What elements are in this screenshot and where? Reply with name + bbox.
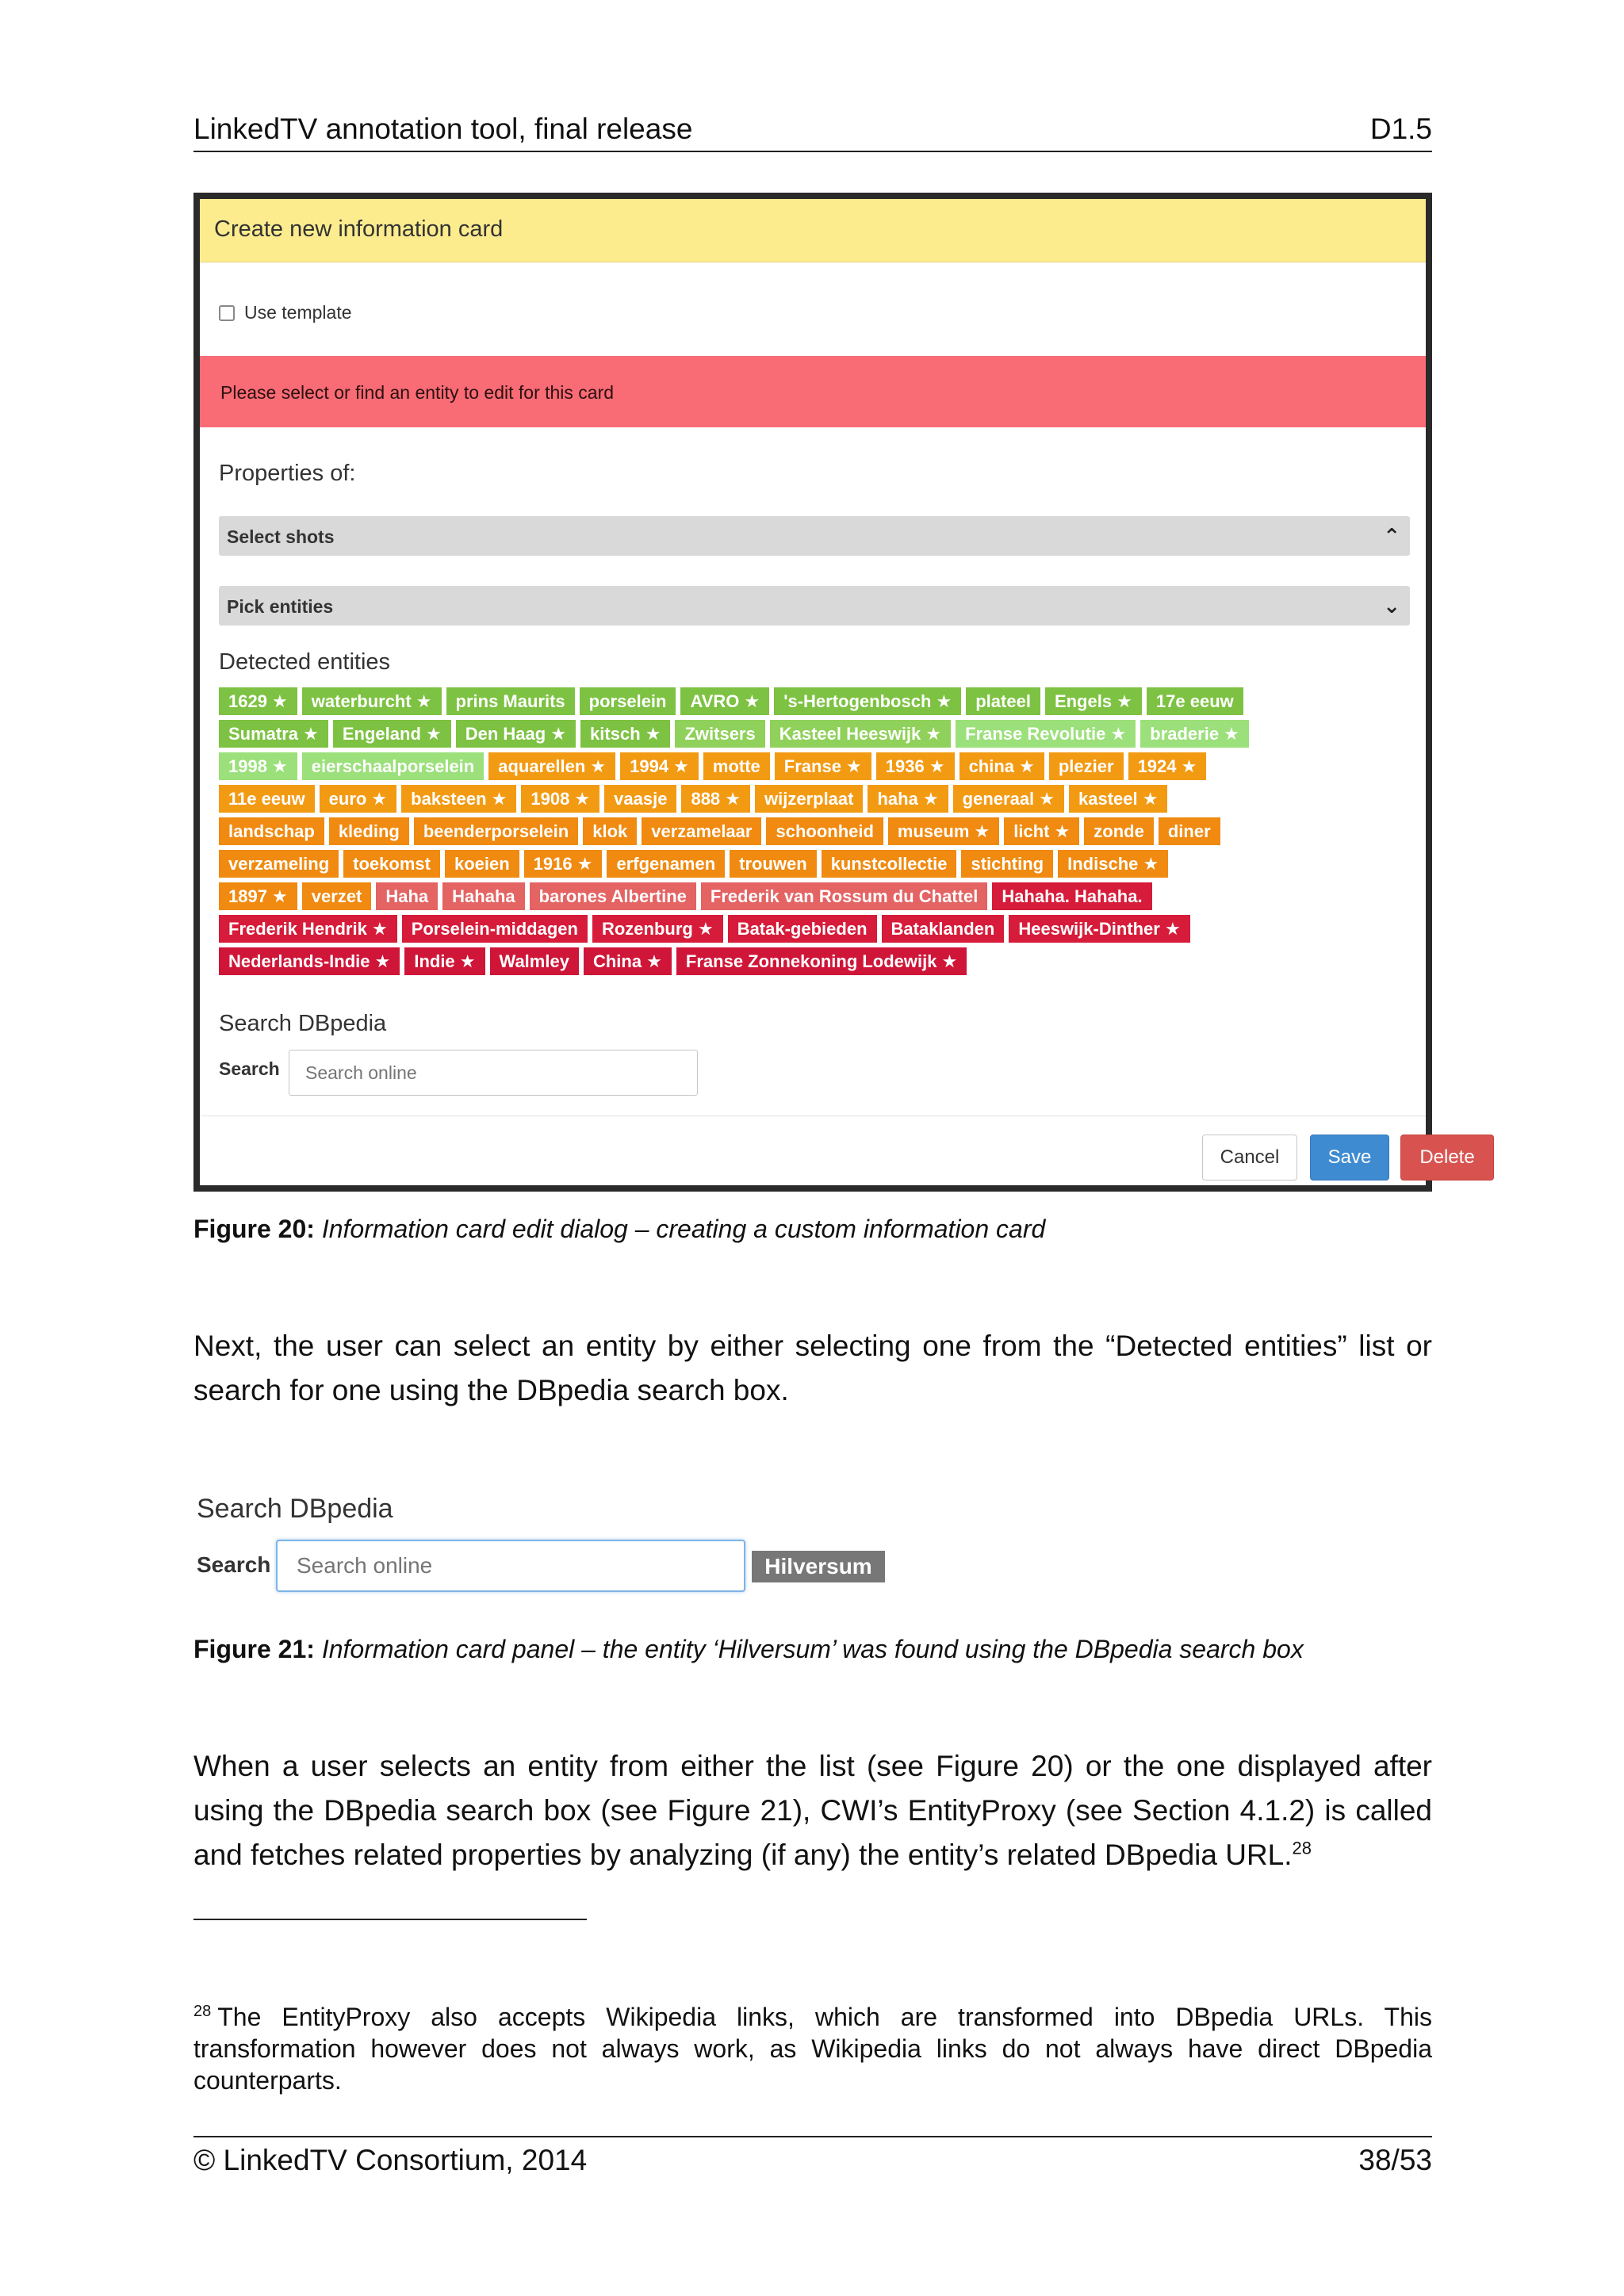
footnote-ref: 28: [1292, 1838, 1312, 1858]
search-input[interactable]: [289, 1050, 697, 1095]
entity-tag-row: [219, 720, 1410, 752]
entity-alert: [200, 356, 1426, 427]
entity-tag[interactable]: Franse Revolutie ★: [956, 720, 1136, 748]
search-field[interactable]: [289, 1050, 698, 1096]
entity-tag-row: [219, 817, 1410, 850]
entity-tag[interactable]: Hahaha: [442, 882, 524, 910]
figure-21-caption: [193, 1635, 1304, 1664]
entity-tag[interactable]: aquarellen ★: [488, 752, 615, 780]
entity-tag[interactable]: erfgenamen: [607, 850, 725, 878]
entity-tag[interactable]: kleding: [329, 817, 409, 845]
figure-21-text: Information card panel – the entity ‘Hilversum’ was found using the DBpedia search box: [321, 1635, 1304, 1663]
entity-tag[interactable]: Engeland ★: [333, 720, 451, 748]
paragraph-2: [193, 1744, 1432, 1877]
figure-20-text: Information card edit dialog – creating a custom information card: [321, 1215, 1046, 1243]
entity-tag[interactable]: waterburcht ★: [302, 687, 442, 715]
entity-tag[interactable]: 1897 ★: [219, 882, 297, 910]
select-shots-label: Select shots: [227, 526, 335, 547]
figure-20-screenshot: [193, 193, 1475, 1192]
paragraph-1: Next, the user can select an entity by either selecting one from the “Detected entities” list or search for one using the DBpedia search box.: [193, 1330, 1432, 1406]
entity-tag[interactable]: Indische ★: [1058, 850, 1168, 878]
search-dbpedia-heading: Search DBpedia: [219, 1011, 387, 1036]
dialog-title: Create new information card: [214, 216, 504, 242]
entity-tag[interactable]: Indie ★: [404, 947, 485, 975]
entity-tag[interactable]: 17e eeuw: [1147, 687, 1243, 715]
entity-tag[interactable]: Bataklanden: [882, 915, 1005, 943]
dialog-footer-divider: [200, 1115, 1426, 1116]
entity-tag[interactable]: kitsch ★: [580, 720, 670, 748]
entity-tag[interactable]: verzet: [302, 882, 372, 910]
paragraph-2-end: .: [1284, 1839, 1293, 1871]
entity-tag-row: [219, 915, 1410, 947]
entity-tag[interactable]: Walmley: [490, 947, 579, 975]
footnote-rule: [193, 1919, 587, 1920]
entity-tag[interactable]: licht ★: [1004, 817, 1079, 845]
document-title: LinkedTV annotation tool, final release: [193, 113, 693, 145]
entity-tag[interactable]: 888 ★: [681, 785, 750, 813]
entity-tag[interactable]: plezier: [1049, 752, 1124, 780]
entity-tag[interactable]: Porselein-middagen: [402, 915, 588, 943]
entity-tag[interactable]: landschap: [219, 817, 324, 845]
entity-tag[interactable]: porselein: [580, 687, 676, 715]
entity-tag[interactable]: wijzerplaat: [755, 785, 863, 813]
page-header: [193, 113, 1432, 152]
entity-tag[interactable]: braderie ★: [1140, 720, 1249, 748]
pick-entities-accordion[interactable]: [219, 586, 1410, 626]
entity-tag[interactable]: stichting: [961, 850, 1053, 878]
entity-tag[interactable]: euro ★: [320, 785, 397, 813]
figure-21-heading: Search DBpedia: [197, 1494, 393, 1524]
entity-tag[interactable]: schoonheid: [766, 817, 883, 845]
entity-tag[interactable]: Nederlands-Indie ★: [219, 947, 400, 975]
entity-tag[interactable]: 11e eeuw: [219, 785, 315, 813]
pick-entities-label: Pick entities: [227, 596, 334, 617]
entity-tag[interactable]: 1908 ★: [521, 785, 599, 813]
figure-20-label: Figure 20:: [193, 1215, 315, 1243]
document-id: D1.5: [1369, 113, 1432, 145]
figure-21-search-field[interactable]: [276, 1540, 745, 1592]
chevron-down-icon[interactable]: ⌄: [1383, 594, 1400, 618]
alert-text: Please select or find an entity to edit for this card: [220, 382, 615, 403]
entity-tag[interactable]: generaal ★: [953, 785, 1064, 813]
footer-copyright: © LinkedTV Consortium, 2014: [193, 2144, 588, 2176]
entity-tag[interactable]: 1916 ★: [524, 850, 603, 878]
entity-tag[interactable]: baksteen ★: [401, 785, 516, 813]
entity-tag[interactable]: Batak-gebieden: [728, 915, 877, 943]
entity-tag[interactable]: koeien: [445, 850, 519, 878]
entity-tag[interactable]: 's-Hertogenbosch ★: [774, 687, 961, 715]
delete-button[interactable]: Delete: [1400, 1135, 1494, 1181]
properties-label: Properties of:: [219, 461, 356, 486]
entity-tag[interactable]: china ★: [959, 752, 1044, 780]
footnote: [193, 2001, 1432, 2096]
use-template-label: Use template: [244, 302, 352, 323]
paragraph-2-text: When a user selects an entity from either the list (see Figure 20) or the one displayed after using the DBpedia search box (see Figure 21), CWI’s EntityProxy (see Section 4.1.2) is called and fetches related properties by analyzing (if any) the entity’s related DBpedia URL: [193, 1750, 1432, 1871]
entity-tag[interactable]: toekomst: [343, 850, 440, 878]
entity-tag[interactable]: China ★: [584, 947, 672, 975]
cancel-button[interactable]: Cancel: [1202, 1135, 1297, 1181]
entity-tag[interactable]: 1924 ★: [1128, 752, 1207, 780]
entity-tag[interactable]: Engels ★: [1045, 687, 1142, 715]
entity-tag[interactable]: kunstcollectie: [822, 850, 957, 878]
entity-tag[interactable]: haha ★: [868, 785, 948, 813]
entity-tag-row: [219, 947, 1410, 980]
entity-tag[interactable]: Haha: [376, 882, 438, 910]
page-footer-rule: [193, 2136, 1432, 2137]
search-label: Search: [219, 1058, 280, 1079]
entity-tag[interactable]: Kasteel Heeswijk ★: [770, 720, 951, 748]
entity-tag[interactable]: 1994 ★: [620, 752, 699, 780]
dialog-header: [200, 199, 1426, 262]
entity-tag[interactable]: AVRO ★: [680, 687, 769, 715]
entity-tag[interactable]: 1629 ★: [219, 687, 297, 715]
use-template-option[interactable]: [219, 302, 352, 323]
entity-tag-row: [219, 882, 1410, 915]
entity-tag[interactable]: beenderporselein: [414, 817, 578, 845]
save-button[interactable]: Save: [1310, 1135, 1389, 1181]
entity-tag[interactable]: Frederik Hendrik ★: [219, 915, 397, 943]
entity-tag[interactable]: prins Maurits: [446, 687, 575, 715]
use-template-checkbox[interactable]: [219, 305, 235, 321]
detected-entities-label: Detected entities: [219, 649, 391, 675]
entity-tag[interactable]: vaasje: [604, 785, 676, 813]
entity-tag[interactable]: motte: [703, 752, 770, 780]
detected-entities-list: [219, 687, 1410, 980]
entity-tag[interactable]: Den Haag ★: [456, 720, 576, 748]
entity-tag[interactable]: 1936 ★: [876, 752, 955, 780]
entity-tag[interactable]: Franse ★: [775, 752, 871, 780]
footnote-text: The EntityProxy also accepts Wikipedia links, which are transformed into DBpedia URLs. This transformation however does not always work, as Wikipedia links do not always have direct DBpedia counterparts.: [193, 2003, 1432, 2095]
entity-tag[interactable]: Zwitsers: [675, 720, 764, 748]
entity-tag[interactable]: plateel: [966, 687, 1040, 715]
entity-tag[interactable]: Rozenburg ★: [592, 915, 723, 943]
entity-tag-row: [219, 687, 1410, 720]
entity-tag[interactable]: klok: [583, 817, 637, 845]
hilversum-result-tag[interactable]: Hilversum: [752, 1551, 885, 1582]
entity-tag[interactable]: Frederik van Rossum du Chattel: [701, 882, 987, 910]
entity-tag[interactable]: kasteel ★: [1069, 785, 1167, 813]
figure-21-label: Figure 21:: [193, 1635, 315, 1663]
entity-tag-row: [219, 850, 1410, 882]
figure-21-search-label: Search: [197, 1552, 271, 1577]
entity-tag[interactable]: Hahaha. Hahaha.: [992, 882, 1151, 910]
footer-page-number: 38/53: [1358, 2144, 1432, 2176]
entity-tag[interactable]: museum ★: [888, 817, 999, 845]
entity-tag[interactable]: Franse Zonnekoning Lodewijk ★: [676, 947, 967, 975]
entity-tag[interactable]: trouwen: [730, 850, 817, 878]
entity-tag[interactable]: zonde: [1084, 817, 1154, 845]
entity-tag[interactable]: eierschaalporselein: [302, 752, 484, 780]
entity-tag-row: [219, 752, 1410, 785]
entity-tag-row: [219, 785, 1410, 817]
entity-tag[interactable]: verzameling: [219, 850, 339, 878]
entity-tag[interactable]: 1998 ★: [219, 752, 297, 780]
entity-tag[interactable]: verzamelaar: [642, 817, 761, 845]
select-shots-accordion[interactable]: [219, 516, 1410, 556]
entity-tag[interactable]: diner: [1159, 817, 1220, 845]
footnote-number: 28: [193, 2003, 212, 2021]
information-card-dialog: [200, 199, 1475, 1185]
entity-tag[interactable]: Heeswijk-Dinther ★: [1009, 915, 1189, 943]
entity-tag[interactable]: barones Albertine: [530, 882, 696, 910]
figure-20-caption: [193, 1215, 1045, 1244]
chevron-up-icon[interactable]: ⌃: [1383, 524, 1400, 548]
figure-21-search-input[interactable]: [278, 1541, 744, 1590]
entity-tag[interactable]: Sumatra ★: [219, 720, 328, 748]
